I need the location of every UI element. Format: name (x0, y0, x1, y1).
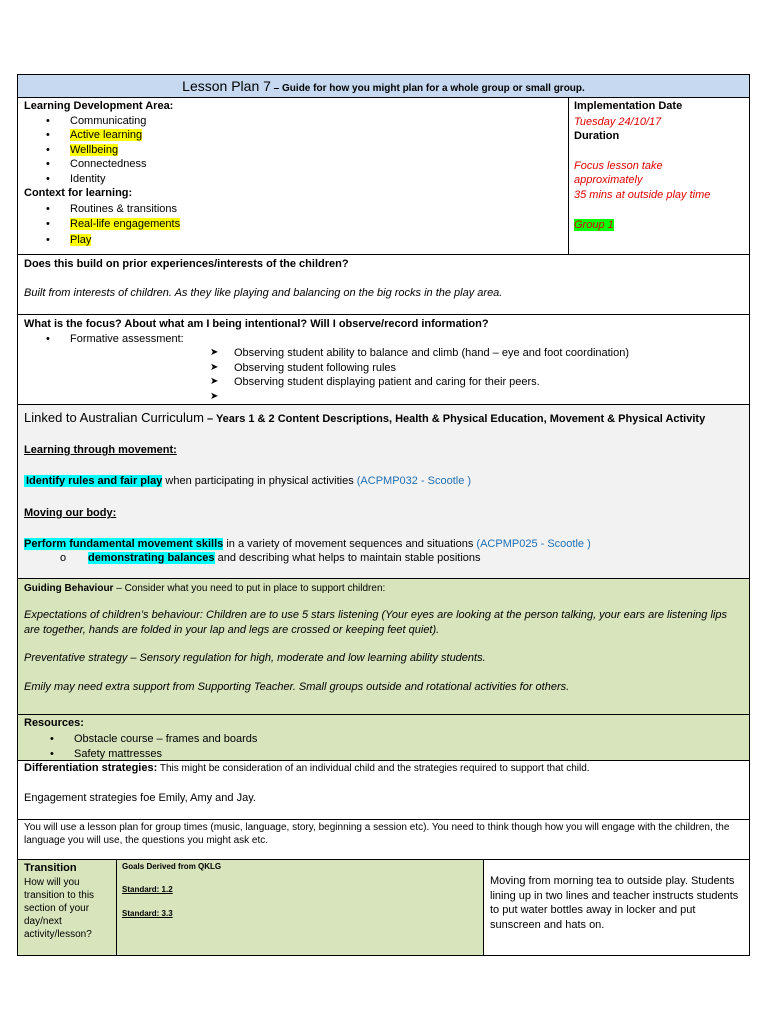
page-subtitle: – Guide for how you might plan for a whole group or small group. (270, 83, 585, 94)
guiding-heading: Guiding Behaviour – Consider what you need to put in place to support children: (24, 583, 386, 594)
curriculum-row (18, 405, 749, 579)
implementation-heading: Implementation Date (574, 100, 683, 112)
goals-standard: Standard: 1.2 (122, 885, 173, 894)
guiding-paragraph: Expectations of children’s behaviour: Children are to use 5 stars listening (Your eyes are looking at the person talking, your ears are listening lips are together, hands are folded in your lap and legs are crossed or keeping feet quiet). (24, 609, 727, 636)
curriculum-subitem: o demonstrating balances and describing what helps to maintain stable positions (88, 551, 749, 566)
duration-line: 35 mins at outside play time (574, 188, 711, 201)
development-cell (18, 98, 569, 254)
development-item: • Communicating (70, 114, 568, 129)
differentiation-text: Engagement strategies foe Emily, Amy and Jay. (24, 792, 256, 804)
context-item: • Routines & transitions (70, 202, 568, 217)
goals-heading: Goals Derived from QKLG (122, 862, 222, 871)
prior-question: Does this build on prior experiences/interests of the children? (24, 258, 349, 270)
goals-cell (117, 860, 484, 955)
guiding-row (18, 579, 749, 715)
focus-item: ➤ Observing student displaying patient and caring for their peers. (234, 375, 749, 390)
guiding-paragraph: Emily may need extra support from Supporting Teacher. Small groups outside and rotational activities for others. (24, 680, 570, 693)
goals-standard: Standard: 3.3 (122, 909, 173, 918)
resource-item: • Obstacle course – frames and boards (74, 732, 749, 747)
focus-item (234, 390, 749, 405)
development-item: • Connectedness (70, 157, 568, 172)
transition-heading: Transition (24, 862, 77, 874)
transition-description: Moving from morning tea to outside play. Students lining up in two lines and teacher instructs students to put water bottles away in locker and put sunscreen and hats on. (490, 875, 739, 931)
context-heading: Context for learning: (24, 187, 133, 199)
development-row (18, 98, 749, 255)
duration-line: approximately (574, 174, 643, 186)
focus-row (18, 315, 749, 405)
focus-bullet: • Formative assessment: (70, 332, 749, 347)
curriculum-title: Linked to Australian Curriculum – Years 1 & 2 Content Descriptions, Health & Physical Education, Movement & Physical Activity (24, 410, 706, 425)
development-item: • Identity (70, 172, 568, 187)
curriculum-item: Identify rules and fair play when participating in physical activities (ACPMP032 - Scootle ) (26, 474, 472, 487)
context-item: • Real-life engagements (70, 217, 568, 232)
curriculum-section: Learning through movement: (24, 444, 177, 456)
transition-cell (18, 860, 117, 955)
group-label: Group 1 (574, 219, 614, 231)
duration-line: Focus lesson take (574, 159, 663, 172)
context-item: • Play (70, 233, 568, 248)
resource-item: • Safety mattresses (74, 747, 749, 762)
development-heading: Learning Development Area: (24, 100, 174, 112)
curriculum-item: Perform fundamental movement skills in a variety of movement sequences and situations (ACPMP025 - Scootle ) (24, 537, 591, 550)
transition-question: How will you transition to this section of your day/next activity/lesson? (24, 876, 95, 940)
resources-heading: Resources: (24, 717, 84, 729)
grouptimes-text: You will use a lesson plan for group times (music, language, story, beginning a session etc). You need to think though how you will engage with the children, the language you will use, the questions you might ask etc. (24, 822, 730, 846)
lesson-plan-table (17, 74, 750, 956)
grouptimes-row (18, 820, 749, 860)
prior-row (18, 255, 749, 315)
guiding-paragraph: Preventative strategy – Sensory regulation for high, moderate and low learning ability students. (24, 652, 486, 664)
focus-question: What is the focus? About what am I being intentional? Will I observe/record information? (24, 318, 489, 330)
differentiation-heading: Differentiation strategies: This might be consideration of an individual child and the strategies required to support that child. (24, 762, 590, 774)
curriculum-section: Moving our body: (24, 507, 117, 519)
page-title: Lesson Plan 7 (182, 78, 271, 94)
resources-row (18, 715, 749, 761)
development-item: • Active learning (70, 128, 568, 143)
prior-answer: Built from interests of children. As they like playing and balancing on the big rocks in the play area. (24, 286, 503, 299)
differentiation-row (18, 761, 749, 820)
implementation-cell (569, 98, 749, 254)
focus-item: ➤ Observing student following rules (234, 361, 749, 376)
transition-row (18, 860, 749, 955)
focus-item: ➤ Observing student ability to balance and climb (hand – eye and foot coordination) (234, 346, 749, 361)
implementation-date: Tuesday 24/10/17 (574, 115, 662, 128)
duration-heading: Duration (574, 130, 620, 142)
transition-description-cell (484, 860, 749, 955)
development-item: • Wellbeing (70, 143, 568, 158)
header-row (18, 75, 749, 98)
